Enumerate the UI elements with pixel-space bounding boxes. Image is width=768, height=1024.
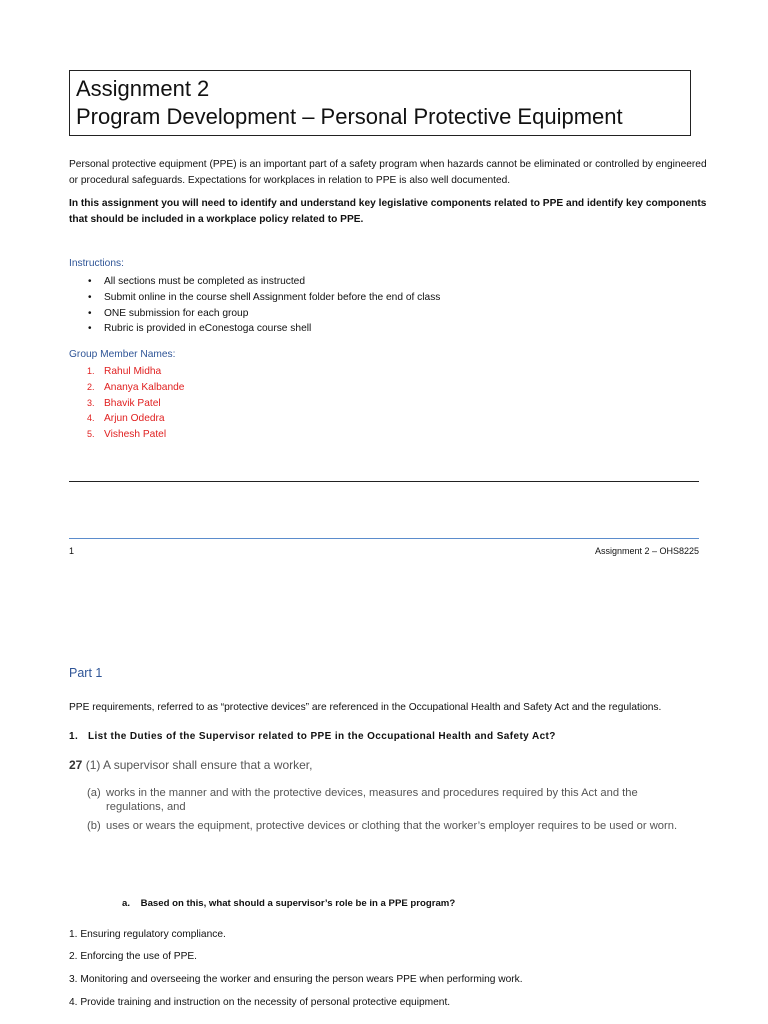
group-members-heading: Group Member Names: <box>69 349 176 360</box>
list-item: 4. Arjun Odedra <box>87 413 165 425</box>
instructions-heading: Instructions: <box>69 258 124 269</box>
part-1-intro: PPE requirements, referred to as “protective devices” are referenced in the Occupational Health and Safety Act and the regulations. <box>69 702 662 713</box>
answer-item: 1. Ensuring regulatory compliance. <box>69 929 226 940</box>
group-members-list <box>69 364 669 443</box>
list-item: 1. Rahul Midha <box>87 366 162 377</box>
question-number: 1. <box>69 731 79 742</box>
footer-doc-label: Assignment 2 – OHS8225 <box>594 546 699 556</box>
intro-paragraph: Personal protective equipment (PPE) is an important part of a safety program when hazards cannot be eliminated or controlled by engineered or procedural safeguards. Expectations for workplaces in relation to PPE is also well documented. <box>69 159 707 186</box>
assignment-title: Assignment 2 <box>76 76 210 101</box>
assignment-subtitle: Program Development – Personal Protective Equipment <box>76 104 623 129</box>
question-1 <box>69 731 556 742</box>
act-clause-a: (a) works in the manner and with the protective devices, measures and procedures required by this Act and the regulations, and <box>87 787 638 813</box>
list-item: 2. Ananya Kalbande <box>87 381 185 393</box>
intro-bold-paragraph: In this assignment you will need to identify and understand key legislative components related to PPE and identify key components that should be included in a workplace policy related to PPE. <box>69 198 707 225</box>
page-number: 1 <box>69 546 75 556</box>
bullet-icon: • <box>88 307 92 319</box>
act-clause-b: (b) uses or wears the equipment, protective devices or clothing that the worker’s employer requires to be used or worn. <box>87 820 678 832</box>
act-section-line <box>69 758 312 772</box>
act-section-number: 27 <box>69 758 83 772</box>
bullet-icon: • <box>88 276 92 287</box>
footer-divider <box>69 538 699 539</box>
list-item: • ONE submission for each group <box>69 306 669 322</box>
act-section-text: (1) A supervisor shall ensure that a worker, <box>82 758 313 772</box>
bullet-icon: • <box>88 291 92 303</box>
title-box <box>69 70 691 136</box>
bullet-icon: • <box>88 323 92 335</box>
answer-item: 4. Provide training and instruction on the necessity of personal protective equipment. <box>69 997 451 1008</box>
list-item: • Rubric is provided in eConestoga course shell <box>69 321 669 337</box>
part-1-heading: Part 1 <box>69 666 103 680</box>
instructions-list <box>69 274 669 337</box>
list-item: 3. Bhavik Patel <box>87 397 161 409</box>
answer-item: 3. Monitoring and overseeing the worker and ensuring the person wears PPE when performing work. <box>69 974 523 985</box>
subquestion-a: a. Based on this, what should a supervisor’s role be in a PPE program? <box>122 898 456 909</box>
list-item: • All sections must be completed as instructed <box>69 274 669 290</box>
question-text: List the Duties of the Supervisor related to PPE in the Occupational Health and Safety Act? <box>88 731 556 742</box>
answer-item: 2. Enforcing the use of PPE. <box>69 951 197 962</box>
list-item: 5. Vishesh Patel <box>87 429 167 441</box>
page-end-divider <box>69 481 699 482</box>
list-item: • Submit online in the course shell Assignment folder before the end of class <box>69 290 669 306</box>
